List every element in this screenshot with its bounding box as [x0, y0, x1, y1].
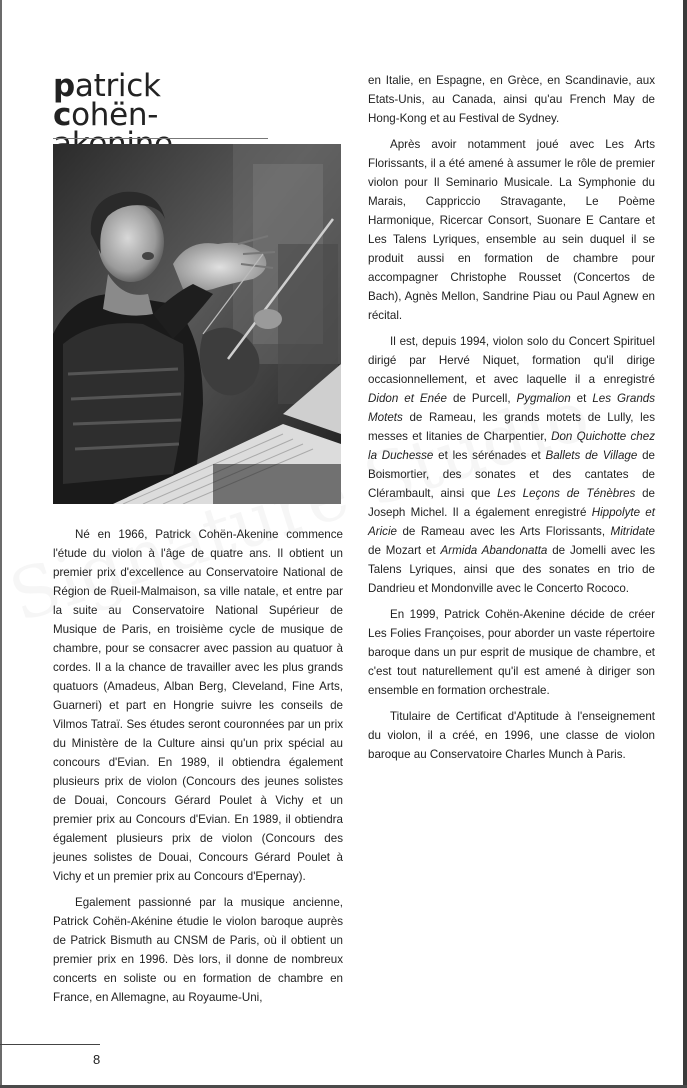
- column-left: [53, 525, 343, 1007]
- column-right: [368, 71, 655, 764]
- title-line-2: cohën-: [53, 97, 159, 133]
- title-underline: [53, 138, 268, 139]
- paragraph: En 1999, Patrick Cohën-Akenine décide de créer Les Folies Françoises, pour aborder un vaste répertoire baroque dans un pur esprit de musique de chambre, et c'est tout naturellement qu'il est amené à diriger son ensemble en formation orchestrale.: [368, 608, 655, 697]
- paragraph: en Italie, en Espagne, en Grèce, en Scandinavie, aux Etats-Unis, au Canada, ainsi qu'au French May de Hong-Kong et au Festival de Sydney.: [368, 74, 655, 125]
- footer-rule: [0, 1044, 100, 1045]
- paragraph: Il est, depuis 1994, violon solo du Concert Spirituel dirigé par Hervé Niquet, formation qu'il dirige occasionnellement, et avec laquelle il a enregistré Didon et Enée de Purcell, Pygmalion et Les Grands Motets de Rameau, les grands motets de Lully, les messes et litanies de Charpentier, Don Quichotte chez la Duchesse et les sérénades et Ballets de Village de Boismortier, des sonates et des cantates de Clérambault, ainsi que Les Leçons de Ténèbres de Joseph Michel. Il a également enregistré Hippolyte et Aricie de Rameau avec les Arts Florissants, Mitridate de Mozart et Armida Abandonatta de Jomelli avec les Talens Lyriques, ainsi que des sonates en trio de Dandrieu et Mondonville avec le Concerto Rococo.: [368, 335, 656, 595]
- paragraph: Egalement passionné par la musique ancienne, Patrick Cohën-Akénine étudie le violon baroque auprès de Patrick Bismuth au CNSM de Paris, où il obtient un premier prix en 1996. Dès lors, il donne de nombreux concerts en soliste ou en formation de chambre en France, en Allemagne, au Royaume-Uni,: [53, 896, 343, 1004]
- paragraph: Après avoir notamment joué avec Les Arts Florissants, il a été amené à assumer le rôle de premier violon pour Il Seminario Musicale. La Symphonie du Marais, Cappriccio Stravagante, Le Poème Harmonique, Ricercar Consort, Suonare E Cantare et Les Talens Lyriques, ensemble au sein duquel il se produit aussi en formation de chambre pour accompagner Christophe Rousset (Concertos de Bach), Agnès Mellon, Sandrine Piau ou Paul Agnew en récital.: [368, 138, 655, 322]
- scan-edge-right: [683, 0, 687, 1088]
- paragraph: Titulaire de Certificat d'Aptitude à l'enseignement du violon, il a créé, en 1996, une classe de violon baroque au Conservatoire Charles Munch à Paris.: [368, 710, 655, 761]
- title-line-1: patrick: [53, 68, 161, 104]
- page-number: 8: [93, 1052, 101, 1067]
- paragraph: Né en 1966, Patrick Cohën-Akenine commence l'étude du violon à l'âge de quatre ans. Il obtient un premier prix d'excellence au Conservatoire National de Région de Rueil-Malmaison, sa ville natale, et entre par la suite au Conservatoire National Supérieur de Musique de Paris, en troisième cycle de musique de chambre, pour se consacrer avec passion au quatuor à cordes. Il a la chance de travailler avec les plus grands quatuors (Amadeus, Alban Berg, Cleveland, Fine Arts, Guarneri) et part en Hongrie suivre les conseils de Vilmos Tatraï. Ses études seront couronnées par un prix du Ministère de la Culture ainsi qu'un prix spécial au concours d'Evian. En 1989, il obtiendra également plusieurs prix de violon (Concours des jeunes solistes de Douai, Concours Gérard Poulet à Vichy et un premier prix au Concours d'Evian. En 1989, il obtiendra également plusieurs prix de violon (Concours des jeunes solistes de Douai, Concours Gérard Poulet à Vichy et un premier prix au Concours d'Epernay).: [53, 528, 343, 883]
- portrait-photo: [53, 144, 341, 504]
- scan-edge-left: [0, 0, 2, 1088]
